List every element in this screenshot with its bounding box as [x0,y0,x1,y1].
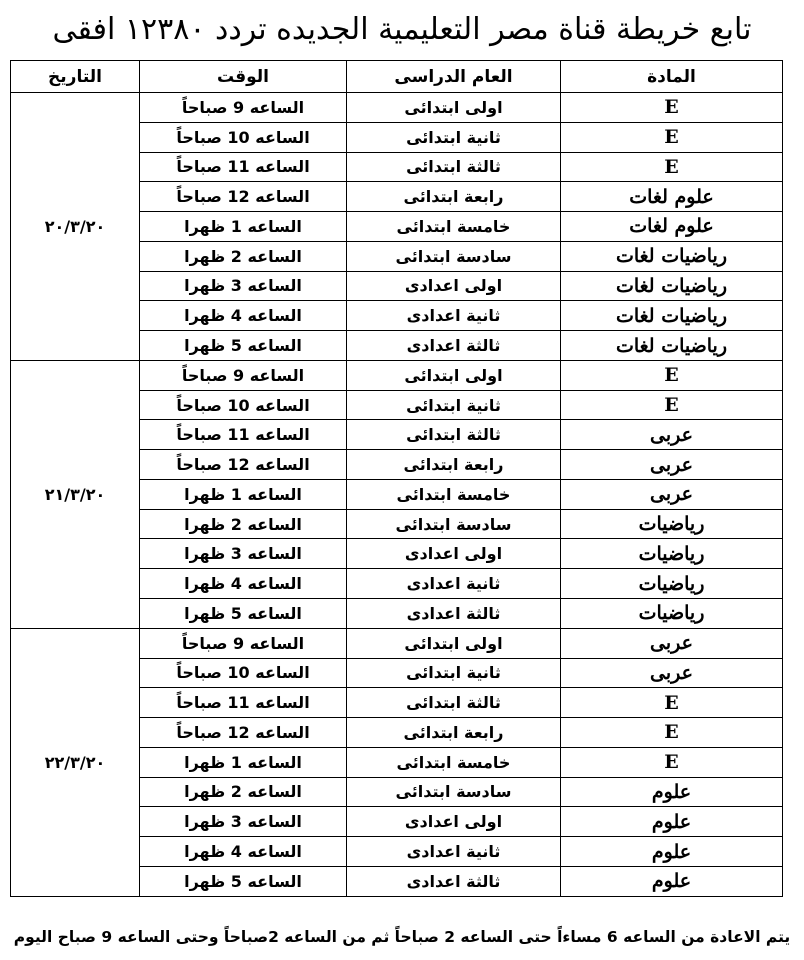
subject-cell: عربى [561,658,783,688]
subject-cell: رياضيات [561,599,783,629]
schedule-table [10,60,783,897]
schedule-body [11,93,783,897]
subject-cell: رياضيات [561,509,783,539]
page-title: تابع خريطة قناة مصر التعليمية الجديده تردد ١٢٣٨٠ افقى [52,12,752,47]
subject-cell: علوم لغات [561,182,783,212]
school-year-cell: ثالثة ابتدائى [347,152,561,182]
time-cell: الساعه 4 ظهرا [140,301,347,331]
time-cell: الساعه 12 صباحاً [140,718,347,748]
time-cell: الساعه 10 صباحاً [140,122,347,152]
school-year-cell: رابعة ابتدائى [347,182,561,212]
time-cell: الساعه 2 ظهرا [140,777,347,807]
school-year-cell: سادسة ابتدائى [347,241,561,271]
school-year-cell: ثالثة اعدادى [347,331,561,361]
rebroadcast-note: يتم الاعادة من الساعه 6 مساءاً حتى الساعه 2 صباحاً ثم من الساعه 2صباحاً وحتى الساعه 9 صباح اليوم [13,928,791,946]
time-cell: الساعه 11 صباحاً [140,688,347,718]
subject-cell: E [561,390,783,420]
school-year-cell: ثانية ابتدائى [347,390,561,420]
header-year: العام الدراسى [347,61,561,93]
time-cell: الساعه 11 صباحاً [140,420,347,450]
school-year-cell: ثالثة ابتدائى [347,420,561,450]
school-year-cell: رابعة ابتدائى [347,450,561,480]
time-cell: الساعه 2 ظهرا [140,509,347,539]
header-subject: المادة [561,61,783,93]
subject-cell: رياضيات [561,569,783,599]
time-cell: الساعه 10 صباحاً [140,658,347,688]
time-cell: الساعه 1 ظهرا [140,747,347,777]
table-row [11,93,783,123]
school-year-cell: ثانية اعدادى [347,837,561,867]
time-cell: الساعه 12 صباحاً [140,450,347,480]
subject-cell: رياضيات لغات [561,301,783,331]
time-cell: الساعه 10 صباحاً [140,390,347,420]
subject-cell: E [561,122,783,152]
subject-cell: عربى [561,479,783,509]
subject-cell: علوم [561,866,783,896]
subject-cell: عربى [561,420,783,450]
school-year-cell: اولى اعدادى [347,807,561,837]
subject-cell: عربى [561,450,783,480]
school-year-cell: ثالثة اعدادى [347,866,561,896]
time-cell: الساعه 9 صباحاً [140,360,347,390]
school-year-cell: اولى ابتدائى [347,93,561,123]
time-cell: الساعه 3 ظهرا [140,807,347,837]
time-cell: الساعه 2 ظهرا [140,241,347,271]
school-year-cell: اولى ابتدائى [347,360,561,390]
subject-cell: E [561,152,783,182]
subject-cell: E [561,688,783,718]
school-year-cell: ثانية ابتدائى [347,122,561,152]
header-date: التاريخ [11,61,140,93]
time-cell: الساعه 12 صباحاً [140,182,347,212]
time-cell: الساعه 11 صباحاً [140,152,347,182]
school-year-cell: ثانية ابتدائى [347,658,561,688]
subject-cell: علوم لغات [561,212,783,242]
school-year-cell: خامسة ابتدائى [347,747,561,777]
subject-cell: رياضيات لغات [561,241,783,271]
subject-cell: E [561,718,783,748]
school-year-cell: خامسة ابتدائى [347,479,561,509]
subject-cell: رياضيات [561,539,783,569]
time-cell: الساعه 3 ظهرا [140,271,347,301]
school-year-cell: سادسة ابتدائى [347,509,561,539]
date-cell: ٢٠/٣/٢٠ [11,93,140,361]
school-year-cell: اولى ابتدائى [347,628,561,658]
header-time: الوقت [140,61,347,93]
time-cell: الساعه 1 ظهرا [140,212,347,242]
time-cell: الساعه 9 صباحاً [140,93,347,123]
school-year-cell: سادسة ابتدائى [347,777,561,807]
subject-cell: E [561,747,783,777]
subject-cell: رياضيات لغات [561,331,783,361]
subject-cell: علوم [561,837,783,867]
subject-cell: E [561,93,783,123]
time-cell: الساعه 5 ظهرا [140,866,347,896]
school-year-cell: ثانية اعدادى [347,569,561,599]
subject-cell: عربى [561,628,783,658]
table-row [11,628,783,658]
school-year-cell: ثالثة ابتدائى [347,688,561,718]
table-row [11,360,783,390]
time-cell: الساعه 3 ظهرا [140,539,347,569]
subject-cell: رياضيات لغات [561,271,783,301]
subject-cell: E [561,360,783,390]
school-year-cell: خامسة ابتدائى [347,212,561,242]
school-year-cell: اولى اعدادى [347,539,561,569]
date-cell: ٢٢/٣/٢٠ [11,628,140,896]
school-year-cell: ثالثة اعدادى [347,599,561,629]
time-cell: الساعه 4 ظهرا [140,569,347,599]
time-cell: الساعه 9 صباحاً [140,628,347,658]
date-cell: ٢١/٣/٢٠ [11,360,140,628]
school-year-cell: اولى اعدادى [347,271,561,301]
time-cell: الساعه 5 ظهرا [140,599,347,629]
header-row [11,61,783,93]
school-year-cell: رابعة ابتدائى [347,718,561,748]
school-year-cell: ثانية اعدادى [347,301,561,331]
time-cell: الساعه 5 ظهرا [140,331,347,361]
time-cell: الساعه 1 ظهرا [140,479,347,509]
time-cell: الساعه 4 ظهرا [140,837,347,867]
subject-cell: علوم [561,777,783,807]
subject-cell: علوم [561,807,783,837]
